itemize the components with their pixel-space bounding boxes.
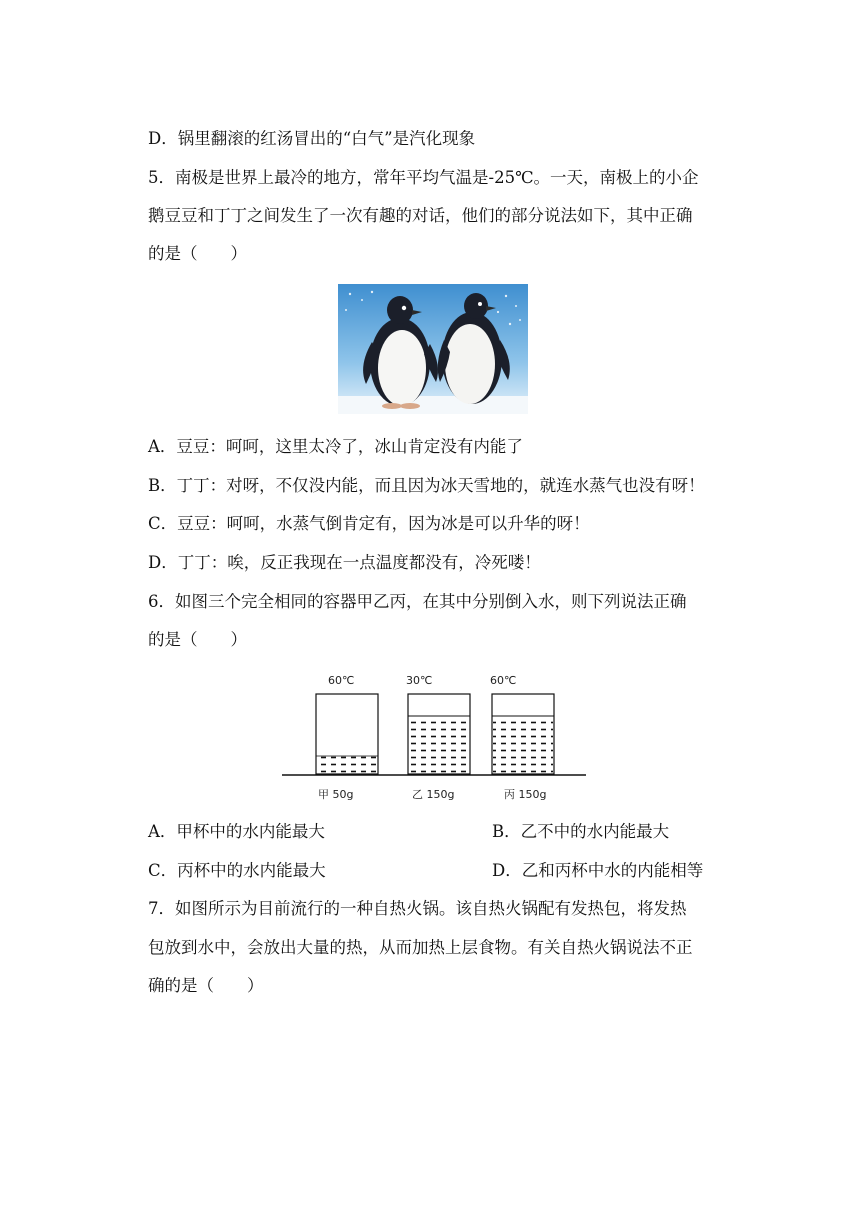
- cup1-temp: 60℃: [328, 674, 355, 687]
- cup2-temp: 30℃: [406, 674, 433, 687]
- q5-option-b: B．丁丁：对呀，不仅没内能，而且因为冰天雪地的，就连水蒸气也没有呀！: [148, 476, 705, 495]
- q7-stem-line-1: 7．如图所示为目前流行的一种自热火锅。该自热火锅配有发热包，将发热: [148, 899, 687, 918]
- q7-stem-line-3: 确的是（ ）: [148, 976, 264, 995]
- penguin-photo: [338, 284, 528, 414]
- q5-option-c: C．豆豆：呵呵，水蒸气倒肯定有，因为冰是可以升华的呀！: [148, 514, 590, 533]
- q4-option-d: D．锅里翻滚的红汤冒出的“白气”是汽化现象: [148, 129, 476, 148]
- q5-stem-line-3: 的是（ ）: [148, 244, 247, 263]
- cups-diagram: [280, 670, 590, 805]
- q6-option-c: C．丙杯中的水内能最大: [148, 861, 326, 880]
- cup2-water: [409, 716, 469, 773]
- q6-option-a: A．甲杯中的水内能最大: [148, 822, 325, 841]
- q5-option-a: A．豆豆：呵呵，这里太冷了，冰山肯定没有内能了: [148, 437, 523, 456]
- q6-option-d: D．乙和丙杯中水的内能相等: [492, 861, 704, 880]
- q5-stem-line-2: 鹅豆豆和丁丁之间发生了一次有趣的对话，他们的部分说法如下，其中正确: [148, 206, 693, 225]
- cup3-label: 丙 150g: [504, 788, 547, 801]
- q6-option-b: B．乙不中的水内能最大: [492, 822, 670, 841]
- cup2-label: 乙 150g: [412, 788, 455, 801]
- q5-option-d: D．丁丁：唉，反正我现在一点温度都没有，冷死喽！: [148, 553, 541, 572]
- cup3-temp: 60℃: [490, 674, 517, 687]
- q7-stem-line-2: 包放到水中，会放出大量的热，从而加热上层食物。有关自热火锅说法不正: [148, 938, 693, 957]
- q6-stem-line-1: 6．如图三个完全相同的容器甲乙丙，在其中分别倒入水，则下列说法正确: [148, 592, 687, 611]
- cup3-water: [493, 716, 553, 773]
- q6-stem-line-2: 的是（ ）: [148, 630, 247, 649]
- cup1-label: 甲 50g: [318, 788, 354, 801]
- cup1-water: [317, 756, 377, 773]
- q5-stem-line-1: 5．南极是世界上最冷的地方，常年平均气温是-25℃。一天，南极上的小企: [148, 168, 699, 187]
